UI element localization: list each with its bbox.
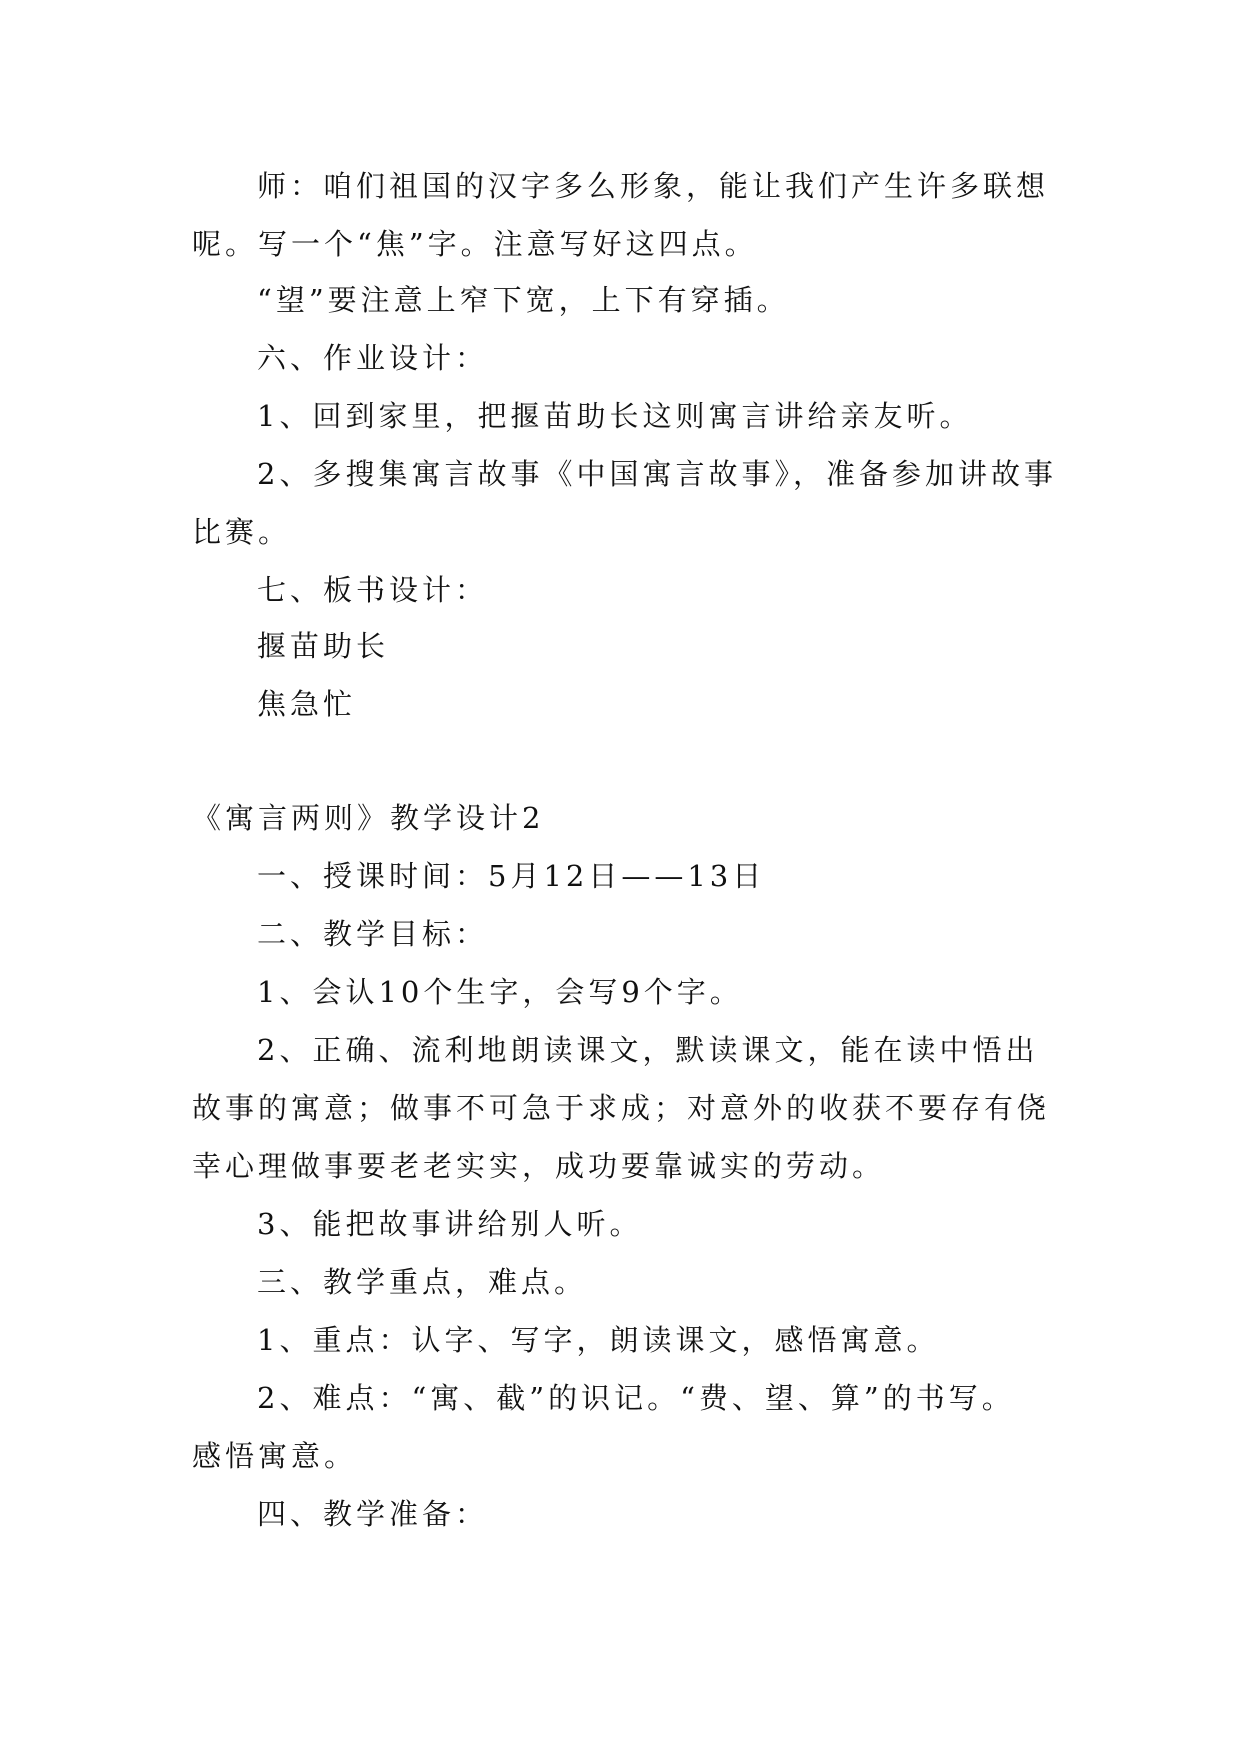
paragraph-line: 故事的寓意；做事不可急于求成；对意外的收获不要存有侥 xyxy=(192,1091,1051,1125)
list-item: 1、重点：认字、写字，朗读课文，感悟寓意。 xyxy=(257,1323,940,1357)
document-title: 《寓言两则》教学设计2 xyxy=(192,801,545,835)
list-item: 1、会认10个生字，会写9个字。 xyxy=(257,975,743,1009)
section-heading: 二、教学目标： xyxy=(257,917,489,951)
section-heading: 一、授课时间：5月12日——13日 xyxy=(257,859,766,893)
board-text: 揠苗助长 xyxy=(257,629,390,663)
paragraph-line: 幸心理做事要老老实实，成功要靠诚实的劳动。 xyxy=(192,1149,886,1183)
paragraph-line: 比赛。 xyxy=(192,515,292,549)
section-heading: 六、作业设计： xyxy=(257,341,489,375)
list-item: 2、难点：“寓、截”的识记。“费、望、算”的书写。 xyxy=(257,1381,1015,1415)
paragraph-line: 感悟寓意。 xyxy=(192,1439,358,1473)
list-item: 3、能把故事讲给别人听。 xyxy=(257,1207,643,1241)
section-heading: 四、教学准备： xyxy=(257,1497,489,1531)
board-text: 焦急忙 xyxy=(257,687,357,721)
paragraph-line: 师：咱们祖国的汉字多么形象，能让我们产生许多联想 xyxy=(257,169,1050,203)
section-heading: 七、板书设计： xyxy=(257,573,489,607)
list-item: 2、正确、流利地朗读课文，默读课文，能在读中悟出 xyxy=(257,1033,1039,1067)
paragraph-line: 呢。写一个“焦”字。注意写好这四点。 xyxy=(192,227,758,261)
list-item: 2、多搜集寓言故事《中国寓言故事》，准备参加讲故事 xyxy=(257,457,1057,491)
list-item: 1、回到家里，把揠苗助长这则寓言讲给亲友听。 xyxy=(257,399,973,433)
paragraph-line: “望”要注意上窄下宽，上下有穿插。 xyxy=(257,283,790,317)
section-heading: 三、教学重点，难点。 xyxy=(257,1265,588,1299)
